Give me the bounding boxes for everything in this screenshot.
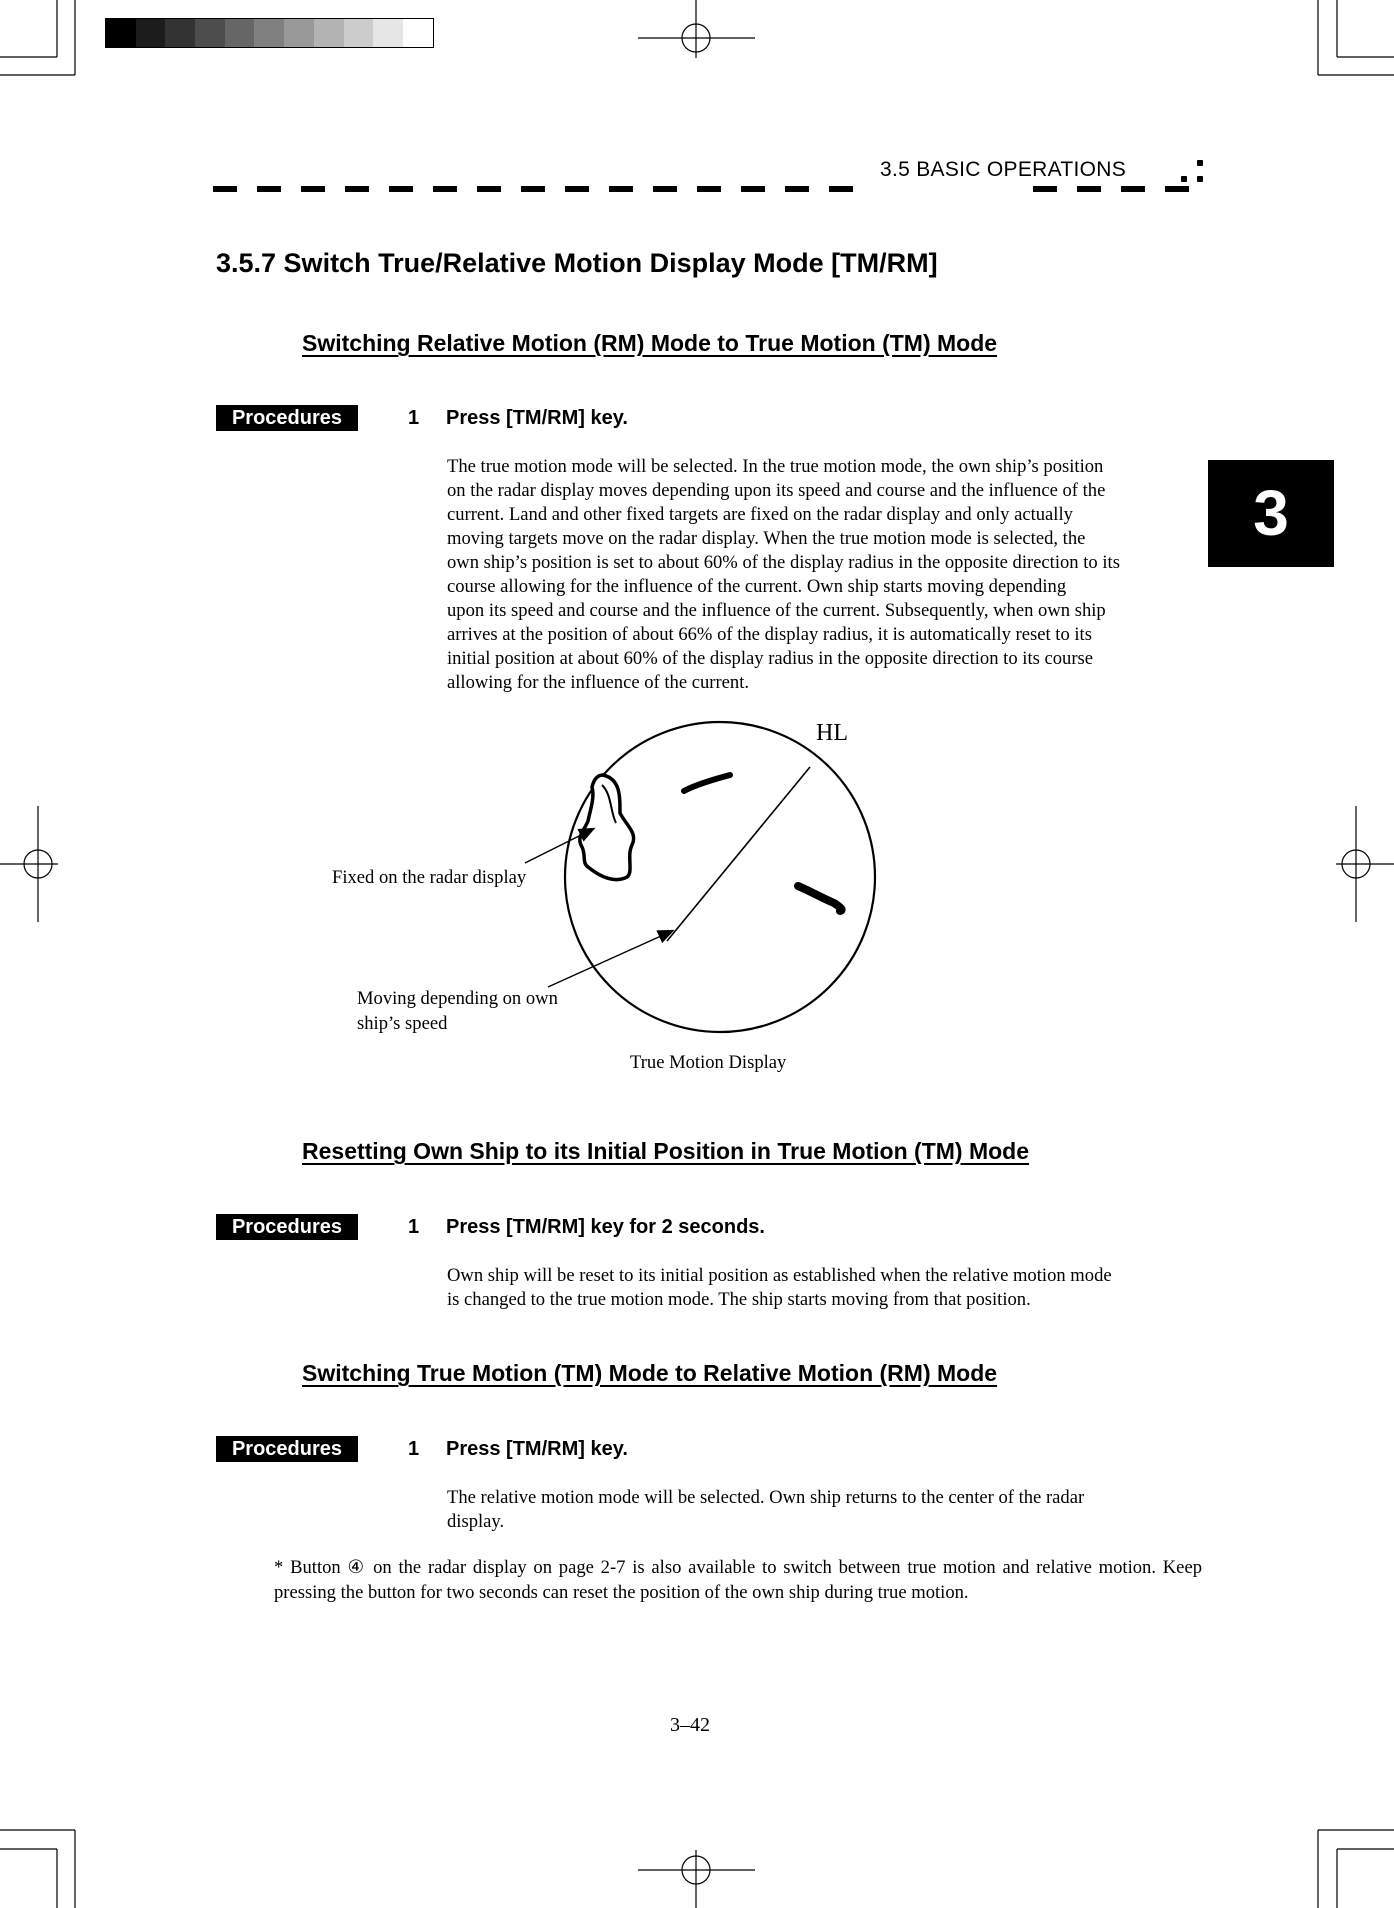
body-line: current. Land and other fixed targets are fixed on the radar display and only actually: [447, 504, 1073, 525]
body-line: arrives at the position of about 66% of the display radius, it is automatically reset to its: [447, 624, 1092, 645]
header-dash: [697, 186, 721, 192]
header-dash: [829, 186, 853, 192]
target-echo-upper: [684, 775, 730, 791]
subheading-rm-to-tm: Switching Relative Motion (RM) Mode to True Motion (TM) Mode: [302, 330, 998, 356]
subheading-tm-to-rm: Switching True Motion (TM) Mode to Relative Motion (RM) Mode: [302, 1360, 998, 1386]
label-moving-line: Moving depending on own: [357, 988, 558, 1009]
page-number: 3‒42: [670, 1714, 710, 1736]
header-dash: [521, 186, 545, 192]
header-dash: [389, 186, 413, 192]
header-dash: [1033, 186, 1057, 192]
header-dash: [433, 186, 457, 192]
header-dash: [1077, 186, 1101, 192]
step-number: 1: [408, 1438, 420, 1460]
arrow-to-heading-line: [548, 931, 672, 987]
header-dash: [741, 186, 765, 192]
header-dash: [565, 186, 589, 192]
header-dash: [653, 186, 677, 192]
subheading-reset-own-ship: Resetting Own Ship to its Initial Position in True Motion (TM) Mode: [302, 1138, 1030, 1164]
footnote: * Button ④ on the radar display on page 2-7 is also available to switch between true motion and relative motion. Keep pressing the button for two seconds can reset the position of the own ship during true motion.: [274, 1557, 1202, 1603]
step-number: 1: [408, 1216, 420, 1238]
body-line: The true motion mode will be selected. In the true motion mode, the own ship’s position: [447, 456, 1104, 477]
body-line: moving targets move on the radar display. When the true motion mode is selected, the: [447, 528, 1086, 549]
step-text: Press [TM/RM] key.: [446, 407, 628, 429]
procedures-label: Procedures: [216, 405, 358, 431]
header-dash: [609, 186, 633, 192]
header-dash: [1165, 186, 1189, 192]
label-moving-line: ship’s speed: [357, 1013, 448, 1034]
section-title: 3.5.7 Switch True/Relative Motion Display Mode [TM/RM]: [216, 248, 938, 278]
chapter-tab: 3: [1208, 460, 1334, 567]
body-line: initial position at about 60% of the display radius in the opposite direction to its course: [447, 648, 1094, 669]
body-line: display.: [447, 1511, 505, 1532]
body-line: The relative motion mode will be selected. Own ship returns to the center of the radar: [447, 1487, 1085, 1508]
body-line: on the radar display moves depending upon its speed and course and the influence of the: [447, 480, 1106, 501]
body-line: allowing for the influence of the current.: [447, 672, 750, 693]
header-dash: [785, 186, 809, 192]
body-line: Own ship will be reset to its initial position as established when the relative motion mode: [447, 1265, 1112, 1286]
body-line: upon its speed and course and the influence of the current. Subsequently, when own ship: [447, 600, 1106, 621]
header-dot-3: [1197, 176, 1203, 182]
hl-label: HL: [816, 720, 848, 746]
header-dash: [301, 186, 325, 192]
header-dash: [1121, 186, 1145, 192]
header-dash: [213, 186, 237, 192]
heading-line: [667, 767, 810, 941]
body-line: course allowing for the influence of the current. Own ship starts moving depending: [447, 576, 1067, 597]
body-line: own ship’s position is set to about 60% of the display radius in the opposite direction to its: [447, 552, 1120, 573]
header-dash: [345, 186, 369, 192]
step-text: Press [TM/RM] key.: [446, 1438, 628, 1460]
header-dot-2: [1181, 176, 1187, 182]
step-number: 1: [408, 407, 420, 429]
step-text: Press [TM/RM] key for 2 seconds.: [446, 1216, 765, 1238]
body-paragraph: [447, 455, 1207, 695]
body-paragraph: [447, 1486, 1207, 1534]
figure-caption: True Motion Display: [630, 1052, 787, 1073]
label-fixed: Fixed on the radar display: [332, 867, 527, 888]
label-moving: [357, 986, 558, 1036]
header-dash: [257, 186, 281, 192]
procedures-label: Procedures: [216, 1436, 358, 1462]
procedures-label: Procedures: [216, 1214, 358, 1240]
header-dash: [477, 186, 501, 192]
running-header: 3.5 BASIC OPERATIONS: [880, 158, 1127, 181]
target-echo-lower: [798, 886, 842, 911]
body-line: is changed to the true motion mode. The ship starts moving from that position.: [447, 1289, 1031, 1310]
header-dot-1: [1197, 160, 1203, 166]
header-dashed-rule: [213, 186, 1203, 192]
body-paragraph: [447, 1264, 1207, 1312]
